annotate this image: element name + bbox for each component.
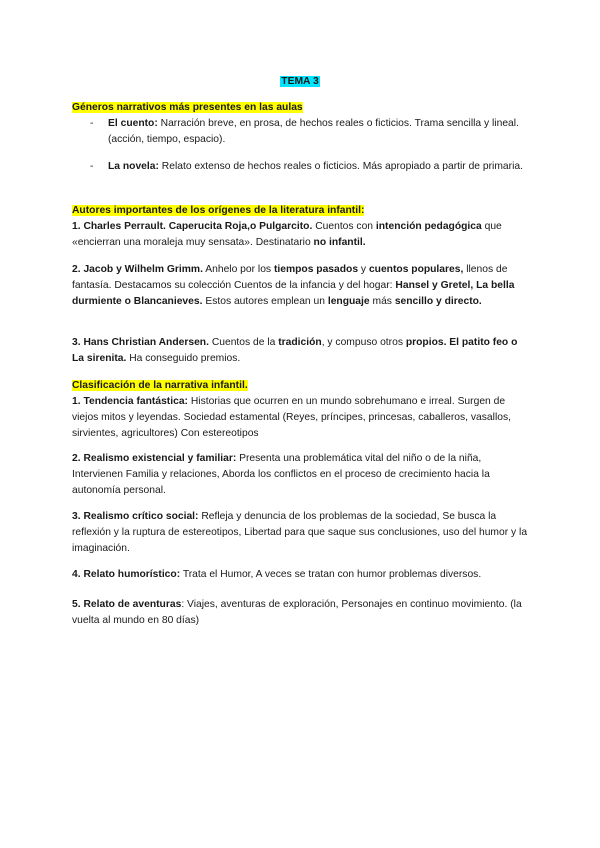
item-label: 5. Relato de aventuras <box>72 599 182 610</box>
classification-item <box>72 509 528 558</box>
item-label: 2. Realismo existencial y familiar: <box>72 453 237 464</box>
author-grimm <box>72 262 528 311</box>
item-body: Refleja y denuncia de los problemas de la sociedad, Se busca la reflexión y la ruptura de estereotipos, Libertad para que saque sus conclusiones, uso del humor y la imaginación. <box>72 511 528 555</box>
item-body: : Viajes, aventuras de exploración, Personajes en continuo movimiento. (la vuelta al mundo en 80 días) <box>72 599 522 627</box>
classification-item <box>72 394 528 443</box>
text-bold: cuentos populares, <box>368 264 464 275</box>
text-run: , y compuso otros <box>321 337 406 348</box>
classification-item <box>72 597 528 629</box>
list-item <box>72 116 528 150</box>
text-bold: tiempos pasados <box>273 264 359 275</box>
author-perrault <box>72 219 528 251</box>
item-body: Narración breve, en prosa, de hechos reales o ficticios. Trama sencilla y lineal. (acción, tiempo, espacio). <box>108 118 519 146</box>
list-item-text <box>108 159 528 175</box>
author-name: 1. Charles Perrault. Caperucita Roja,o Pulgarcito. <box>72 221 313 232</box>
section-authors-heading <box>72 203 528 219</box>
author-name: 2. Jacob y Wilhelm Grimm. <box>72 264 203 275</box>
text-run: que «encierran una moraleja muy sensata». Destinatario <box>72 221 502 249</box>
text-bold: sencillo y directo. <box>394 296 482 308</box>
text-bold: intención pedagógica <box>375 221 482 232</box>
bullet-dash: - <box>90 161 94 172</box>
classification-item <box>72 451 528 500</box>
text-bold: propios. El patito feo o La sirenita. <box>72 337 518 365</box>
page-title: TEMA 3 <box>281 76 319 87</box>
text-run: Estos autores emplean un <box>202 296 328 308</box>
bullet-dash: - <box>90 118 94 129</box>
text-bold: Hansel y Gretel, La bella durmiente o Blancanieves. <box>72 280 515 308</box>
page-title-wrap <box>0 71 600 89</box>
section-heading: Géneros narrativos más presentes en las aulas <box>72 102 303 113</box>
text-run: y <box>358 264 369 275</box>
item-label: El cuento: <box>108 118 158 129</box>
item-label: 3. Realismo crítico social: <box>72 511 199 522</box>
list-item <box>72 159 528 193</box>
text-run: Anhelo por los <box>202 264 274 275</box>
text-run: más <box>369 296 395 308</box>
section-classification-heading <box>72 378 528 394</box>
item-label: 1. Tendencia fantástica: <box>72 396 188 407</box>
text-bold: tradición <box>278 337 322 348</box>
section-heading: Autores importantes de los orígenes de la literatura infantil: <box>72 205 365 216</box>
text-run: Cuentos de la <box>208 337 279 348</box>
text-run: Cuentos con <box>312 221 376 232</box>
item-body: Trata el Humor, A veces se tratan con humor problemas diversos. <box>180 569 482 580</box>
section-heading: Clasificación de la narrativa infantil. <box>72 380 248 391</box>
text-run: Ha conseguido premios. <box>126 353 241 365</box>
text-run: llenos de fantasía. Destacamos su colección Cuentos de la infancia y del hogar: <box>72 264 508 292</box>
item-body: Historias que ocurren en un mundo sobrehumano e irreal. Surgen de viejos mitos y leyendas. Sociedad estamental (Reyes, príncipes, princesas, caballeros, vasallos, sirvientes, agricultores) Con estereotipos <box>72 396 511 440</box>
item-body: Presenta una problemática vital del niño o de la niña, Intervienen Familia y relaciones, Aborda los conflictos en el proceso de crecimiento hacia la autonomía personal. <box>72 453 490 497</box>
item-label: 4. Relato humorístico: <box>72 569 181 580</box>
list-item-text <box>108 116 528 148</box>
author-name: 3. Hans Christian Andersen. <box>72 337 209 348</box>
item-label: La novela: <box>108 161 159 172</box>
classification-item <box>72 567 528 583</box>
section-genres-heading <box>72 100 528 116</box>
author-andersen <box>72 335 528 367</box>
text-bold: lenguaje <box>327 296 370 308</box>
text-bold: no infantil. <box>313 237 366 249</box>
item-body: Relato extenso de hechos reales o ficticios. Más apropiado a partir de primaria. <box>158 161 523 172</box>
